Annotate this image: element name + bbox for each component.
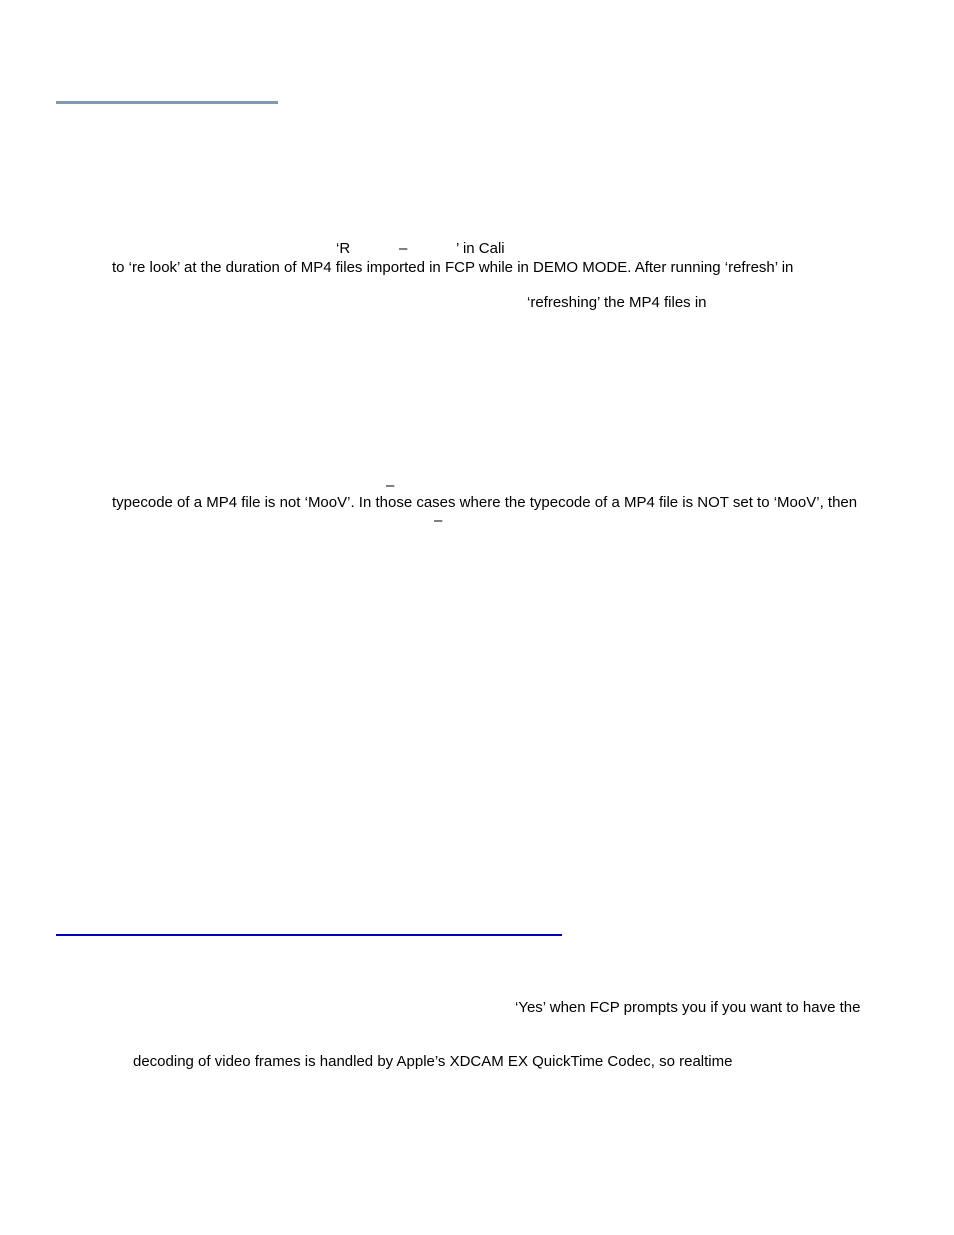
text-fragment: – — [386, 477, 395, 494]
text-fragment: ‘Yes’ when FCP prompts you if you want to have the — [515, 999, 861, 1016]
text-line: to ‘re look’ at the duration of MP4 files imported in FCP while in DEMO MODE. After running ‘refresh’ in — [112, 259, 794, 276]
text-fragment: – — [434, 512, 443, 529]
hyperlink-underline[interactable] — [56, 934, 562, 936]
text-fragment: ‘R — [336, 240, 351, 257]
text-fragment: ’ in Cali — [456, 240, 505, 257]
text-line: typecode of a MP4 file is not ‘MooV’. In those cases where the typecode of a MP4 file is NOT set to ‘MooV’, then — [112, 494, 858, 511]
text-fragment: ‘refreshing’ the MP4 files in — [527, 294, 707, 311]
text-line: decoding of video frames is handled by Apple’s XDCAM EX QuickTime Codec, so realtime — [133, 1053, 733, 1070]
text-fragment: – — [399, 240, 408, 257]
section-divider-top — [56, 101, 278, 104]
